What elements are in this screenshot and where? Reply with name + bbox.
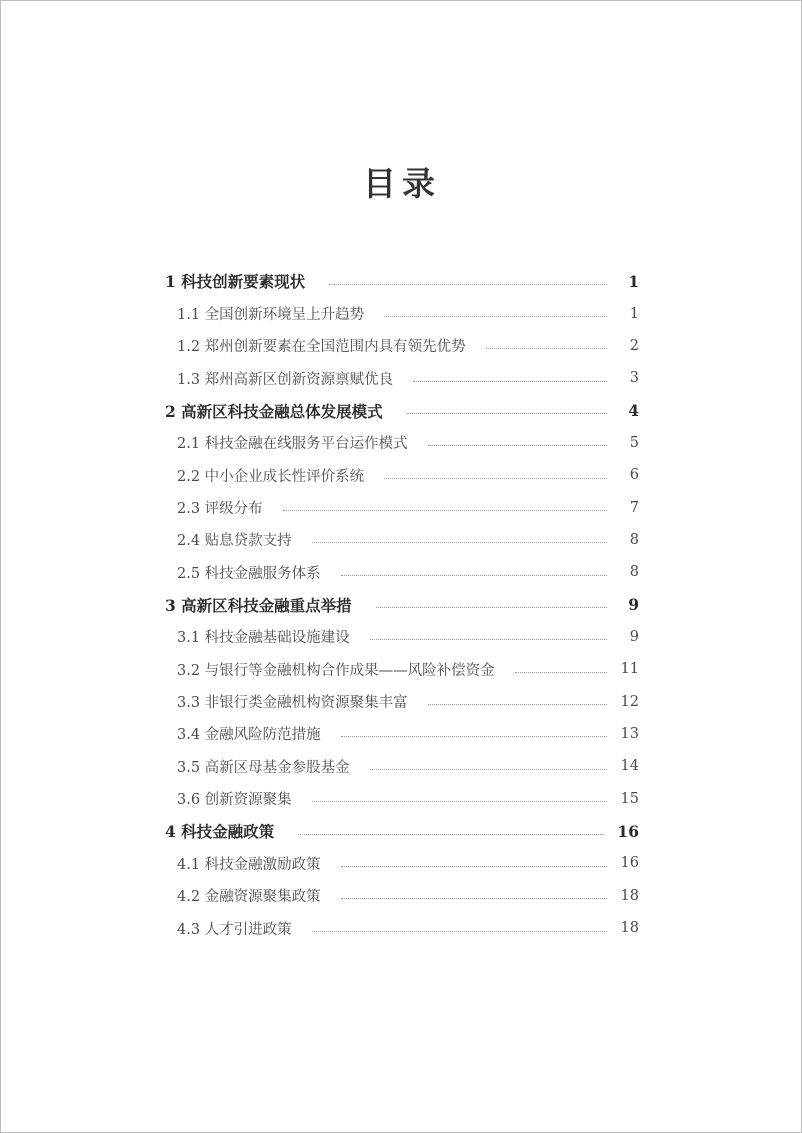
toc-chapter[interactable] [165, 394, 639, 426]
toc-entry-label: 3.6 创新资源聚集 [177, 792, 292, 809]
page-title: 目录 [363, 164, 441, 203]
toc-section[interactable] [165, 362, 639, 394]
toc-section[interactable] [165, 297, 639, 329]
toc-page-number: 16 [620, 855, 639, 872]
toc-entry-label: 2.5 科技金融服务体系 [177, 565, 321, 582]
toc-page-number: 1 [628, 271, 639, 291]
toc-entry-label: 2.2 中小企业成长性评价系统 [177, 468, 365, 485]
toc-page-number: 5 [629, 434, 639, 451]
dot-leader [370, 639, 607, 640]
toc-page-number: 2 [629, 337, 639, 354]
toc-page-number: 8 [629, 564, 639, 581]
toc-page-number: 7 [629, 499, 639, 516]
dot-leader [413, 381, 607, 382]
toc-chapter[interactable] [165, 265, 639, 297]
toc-page-number: 12 [620, 693, 639, 710]
dot-leader [283, 510, 607, 511]
dot-leader [486, 348, 607, 349]
toc-section[interactable] [165, 653, 639, 685]
toc-chapter[interactable] [165, 815, 639, 847]
toc-section[interactable] [165, 685, 639, 717]
toc-section[interactable] [165, 556, 639, 588]
toc-section[interactable] [165, 621, 639, 653]
toc-entry-label: 2.3 评级分布 [177, 501, 263, 518]
dot-leader [428, 704, 607, 705]
dot-leader [312, 931, 607, 932]
toc-entry-label: 4.2 金融资源聚集政策 [177, 889, 321, 906]
toc-page-number: 18 [620, 920, 639, 937]
dot-leader [341, 898, 607, 899]
toc-entry-label: 2 高新区科技金融总体发展模式 [165, 401, 383, 421]
toc-entry-label: 3 高新区科技金融重点举措 [165, 595, 352, 615]
toc-entry-label: 2.4 贴息贷款支持 [177, 533, 292, 550]
toc-page-number: 8 [629, 531, 639, 548]
dot-leader [428, 445, 607, 446]
toc-section[interactable] [165, 912, 639, 944]
dot-leader [515, 672, 607, 673]
toc-entry-label: 3.2 与银行等金融机构合作成果——风险补偿资金 [177, 662, 495, 679]
toc-entry-label: 4.1 科技金融激励政策 [177, 856, 321, 873]
toc-entry-label: 4.3 人才引进政策 [177, 921, 292, 938]
table-of-contents [165, 265, 639, 944]
dot-leader [312, 801, 607, 802]
toc-chapter[interactable] [165, 588, 639, 620]
toc-section[interactable] [165, 330, 639, 362]
toc-page-number: 1 [629, 305, 639, 322]
toc-section[interactable] [165, 427, 639, 459]
toc-section[interactable] [165, 524, 639, 556]
dot-leader [370, 769, 607, 770]
toc-section[interactable] [165, 783, 639, 815]
dot-leader [329, 284, 607, 285]
toc-entry-label: 1 科技创新要素现状 [165, 272, 306, 292]
toc-page-number: 16 [617, 821, 639, 841]
dot-leader [298, 834, 603, 835]
toc-page-number: 18 [620, 887, 639, 904]
toc-page-number: 4 [628, 401, 639, 421]
toc-page-number: 14 [620, 758, 639, 775]
toc-entry-label: 3.4 金融风险防范措施 [177, 727, 321, 744]
toc-page-number: 15 [620, 790, 639, 807]
toc-entry-label: 3.5 高新区母基金参股基金 [177, 759, 350, 776]
toc-entry-label: 1.1 全国创新环境呈上升趋势 [177, 307, 365, 324]
toc-entry-label: 2.1 科技金融在线服务平台运作模式 [177, 436, 408, 453]
toc-section[interactable] [165, 880, 639, 912]
toc-page-number: 9 [628, 595, 639, 615]
dot-leader [407, 413, 607, 414]
toc-section[interactable] [165, 718, 639, 750]
toc-entry-label: 1.2 郑州创新要素在全国范围内具有领先优势 [177, 339, 466, 356]
dot-leader [341, 736, 607, 737]
toc-section[interactable] [165, 459, 639, 491]
toc-entry-label: 4 科技金融政策 [165, 822, 275, 842]
toc-entry-label: 3.3 非银行类金融机构资源聚集丰富 [177, 695, 408, 712]
toc-entry-label: 1.3 郑州高新区创新资源禀赋优良 [177, 371, 394, 388]
toc-page-number: 6 [629, 467, 639, 484]
toc-page-number: 13 [620, 725, 639, 742]
toc-page-number: 3 [629, 370, 639, 387]
dot-leader [384, 316, 607, 317]
dot-leader [312, 542, 607, 543]
toc-page-number: 9 [629, 628, 639, 645]
toc-page-number: 11 [620, 661, 639, 678]
toc-section[interactable] [165, 750, 639, 782]
dot-leader [384, 478, 607, 479]
toc-entry-label: 3.1 科技金融基础设施建设 [177, 630, 350, 647]
dot-leader [376, 607, 607, 608]
dot-leader [341, 866, 607, 867]
toc-section[interactable] [165, 491, 639, 523]
dot-leader [341, 575, 607, 576]
toc-section[interactable] [165, 847, 639, 879]
